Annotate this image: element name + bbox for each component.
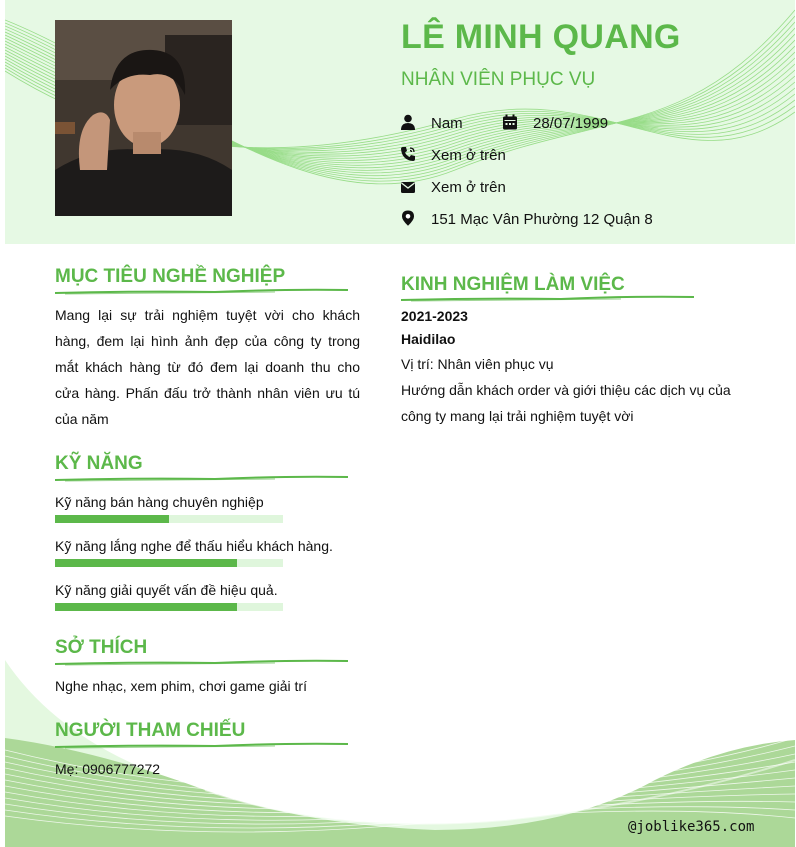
experience-role: Vị trí: Nhân viên phục vụ — [401, 356, 554, 372]
calendar-icon — [502, 114, 518, 130]
experience-underline — [401, 295, 696, 303]
references-underline — [55, 742, 350, 750]
experience-title: KINH NGHIỆM LÀM VIỆC — [401, 274, 625, 295]
experience-company: Haidilao — [401, 331, 456, 347]
skills-underline — [55, 475, 350, 483]
phone-icon — [400, 146, 416, 162]
address-value: 151 Mạc Vân Phường 12 Quận 8 — [431, 211, 653, 228]
objective-title: MỤC TIÊU NGHỀ NGHIỆP — [55, 266, 286, 287]
email-value: Xem ở trên — [431, 179, 506, 196]
experience-description: Hướng dẫn khách order và giới thiệu các dịch vụ của công ty mang lại trải nghiệm tuyệt vời — [401, 382, 731, 424]
hobbies-text: Nghe nhạc, xem phim, chơi game giải trí — [55, 678, 307, 694]
phone-value: Xem ở trên — [431, 147, 506, 164]
job-title: NHÂN VIÊN PHỤC VỤ — [401, 69, 596, 90]
watermark: @joblike365.com — [628, 819, 755, 835]
gender-value: Nam — [431, 115, 463, 132]
envelope-icon — [400, 179, 416, 195]
references-text: Mẹ: 0906777272 — [55, 761, 161, 777]
map-pin-icon — [400, 210, 416, 226]
experience-period: 2021-2023 — [401, 308, 468, 324]
references-title: NGƯỜI THAM CHIẾU — [55, 720, 246, 741]
skill-bar — [55, 603, 283, 611]
skill-bar-fill — [55, 515, 169, 523]
skill-bar — [55, 515, 283, 523]
candidate-name: LÊ MINH QUANG — [401, 18, 681, 56]
skills-title: KỸ NĂNG — [55, 453, 143, 474]
skill-label: Kỹ năng giải quyết vấn đề hiệu quả. — [55, 582, 278, 598]
profile-photo — [55, 20, 232, 216]
skill-bar-fill — [55, 559, 237, 567]
objective-text: Mang lại sự trải nghiệm tuyệt vời cho khách hàng, đem lại hình ảnh đẹp của công ty trong mắt khách hàng từ đó đem lại doanh thu cho cửa hàng. Phấn đấu trở thành nhân viên ưu tú của năm — [55, 307, 360, 427]
skill-label: Kỹ năng bán hàng chuyên nghiệp — [55, 494, 264, 510]
hobbies-underline — [55, 659, 350, 667]
objective-underline — [55, 288, 350, 296]
skill-bar — [55, 559, 283, 567]
hobbies-title: SỞ THÍCH — [55, 637, 148, 658]
skill-bar-fill — [55, 603, 237, 611]
user-icon — [400, 114, 416, 130]
skill-label: Kỹ năng lắng nghe để thấu hiểu khách hàng. — [55, 538, 333, 554]
birthday-value: 28/07/1999 — [533, 115, 609, 132]
